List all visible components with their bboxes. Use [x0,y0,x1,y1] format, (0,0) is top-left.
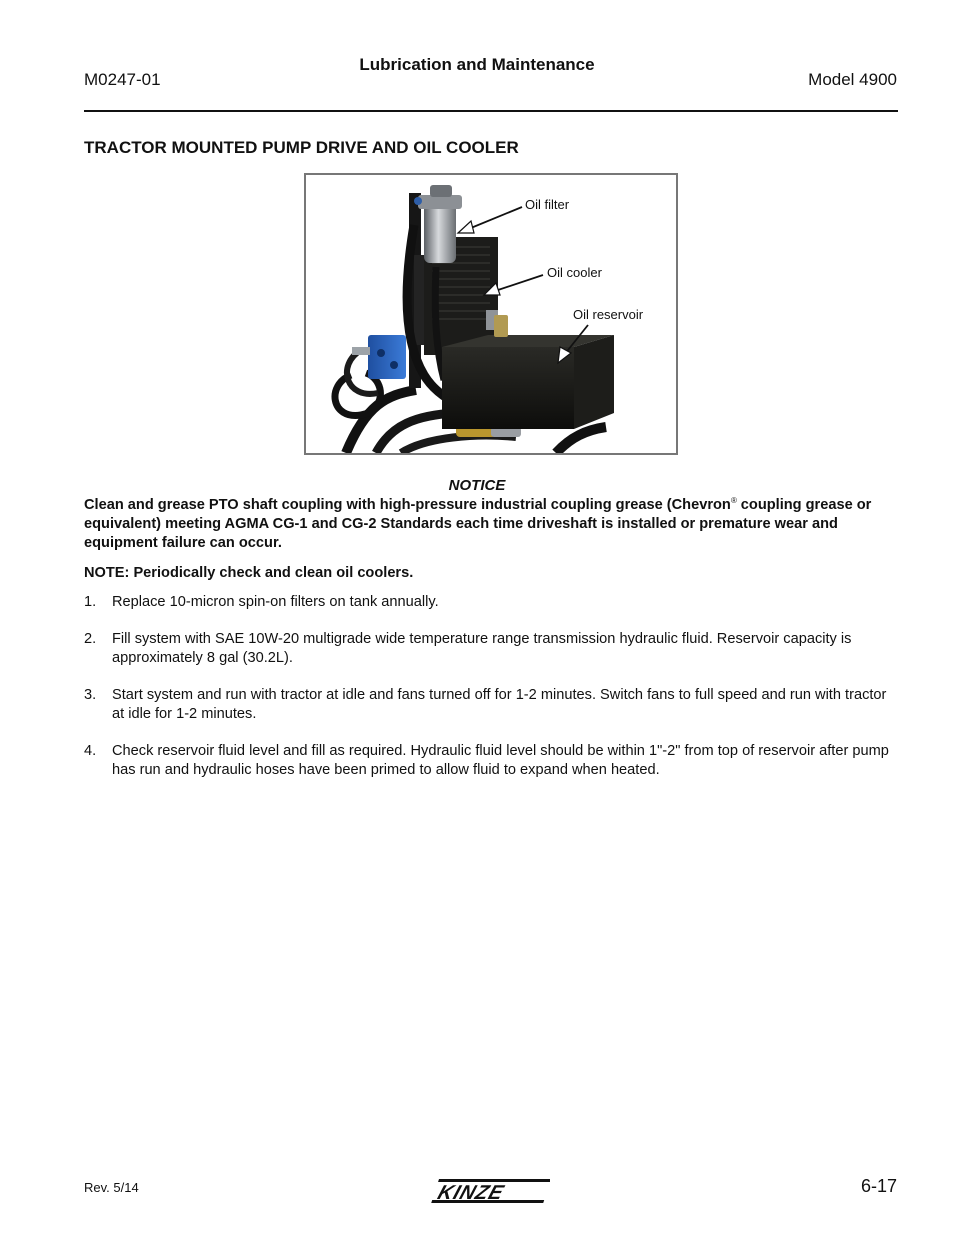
section-title: TRACTOR MOUNTED PUMP DRIVE AND OIL COOLER [84,138,519,157]
header-divider [84,110,898,112]
fitting [352,347,370,355]
valve-port [377,349,385,357]
pump-drive-photo [304,173,678,455]
pump-drive-illustration [306,175,676,453]
step-text: Start system and run with tractor at idle and fans turned off for 1-2 minutes. Switch fans to full speed and run with tractor at idle for 1-2 minutes. [112,687,887,722]
logo-text: KINZE [434,1181,508,1204]
oil-filter [424,203,456,263]
reservoir-side [574,335,614,429]
kinze-logo-mark [430,1176,550,1206]
kinze-logo [430,1176,550,1211]
filter-port [414,197,422,205]
step-number: 1. [84,594,97,610]
fill-cap [494,315,508,337]
step-text: Check reservoir fluid level and fill as required. Hydraulic fluid level should be within 1"-2" from top of reservoir after pump has run and hydraulic hoses have been primed to allow fluid to expand when heated. [112,743,889,778]
step-number: 3. [84,687,97,703]
callout-oil-filter: Oil filter [525,197,570,212]
maintenance-note: NOTE: Periodically check and clean oil coolers. [84,565,414,581]
filter-head [418,195,462,209]
notice-heading: NOTICE [448,477,506,494]
hose [556,427,606,453]
oil-reservoir [442,347,574,429]
step-number: 4. [84,743,97,759]
doc-number: M0247-01 [84,70,161,89]
callout-oil-reservoir: Oil reservoir [573,307,644,322]
notice-text [84,496,899,553]
step-item [84,742,899,780]
revision-date: Rev. 5/14 [84,1180,139,1195]
step-item [84,630,899,668]
section-header: Lubrication and Maintenance [359,55,595,74]
notice-text-part-1: Clean and grease PTO shaft coupling with high-pressure industrial coupling grease (Chevron [84,497,731,513]
filter-cap [430,185,452,197]
hose [401,436,516,453]
model-name: Model 4900 [808,70,897,89]
step-number: 2. [84,631,97,647]
page-number: 6-17 [860,1176,897,1196]
valve-block [368,335,406,379]
step-text: Replace 10-micron spin-on filters on tank annually. [112,594,439,610]
callout-oil-cooler: Oil cooler [547,265,602,280]
valve-port [390,361,398,369]
notice-text-part-2: coupling grease or equivalent) meeting AGMA CG-1 and CG-2 Standards each time driveshaft is installed or premature wear and equipment failure can occur. [84,497,872,551]
step-text: Fill system with SAE 10W-20 multigrade wide temperature range transmission hydraulic fluid. Reservoir capacity is approximately 8 gal (30.2L). [112,631,852,666]
step-item [84,686,899,724]
registered-mark: ® [730,496,737,506]
step-item [84,593,899,612]
